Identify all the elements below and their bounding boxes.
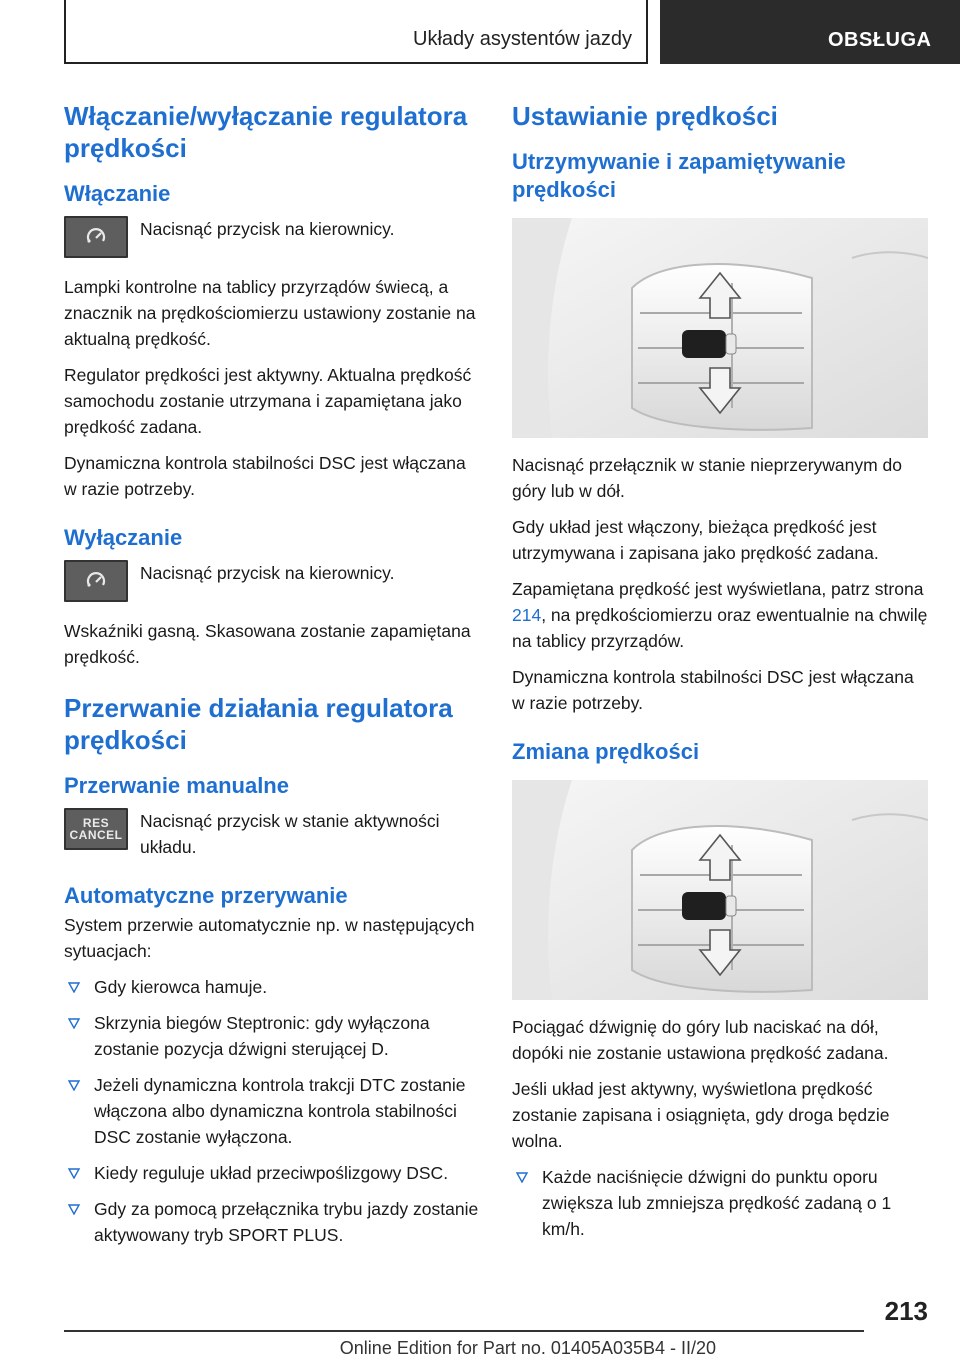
on-paragraph-3: Dynamiczna kontrola stabilności DSC jest włączana w razie potrzeby. xyxy=(64,453,466,499)
on-paragraph-1: Lampki kontrolne na tablicy przyrządów świecą, a znacznik na prędkościomierzu ustawiony zostanie na aktualną prędkość. xyxy=(64,277,476,349)
heading-set-speed: Ustawianie prędkości xyxy=(512,101,778,131)
res-cancel-button-icon xyxy=(64,808,128,850)
on-instruction xyxy=(64,216,480,258)
heading-switch-off: Wyłączanie xyxy=(64,525,183,550)
steering-wheel-illustration xyxy=(512,780,928,1000)
heading-on-off: Włączanie/wyłączanie regulatora prędkości xyxy=(64,101,468,163)
change-list xyxy=(512,1164,928,1242)
list-item: Jeżeli dynamiczna kontrola trakcji DTC zostanie włączona albo dynamiczna kontrola stabilności DSC zostanie wyłączona. xyxy=(64,1072,480,1150)
off-instruction-text: Nacisnąć przycisk na kierownicy. xyxy=(140,563,395,583)
page-reference-link[interactable]: 214 xyxy=(512,605,542,625)
triangle-bullet-icon xyxy=(68,982,80,993)
heading-auto-interrupt: Automatyczne przerywanie xyxy=(64,883,348,908)
page-header xyxy=(64,0,960,64)
steering-wheel-switch-photo-2 xyxy=(512,780,928,1000)
heading-hold-speed: Utrzymywanie i zapamiętywanie prędkości xyxy=(512,149,846,202)
footer-edition xyxy=(0,1338,960,1359)
list-item: Każde naciśnięcie dźwigni do punktu oporu zwiększa lub zmniejsza prędkość zadaną o 1 km/h. xyxy=(512,1164,928,1242)
list-item: Kiedy reguluje układ przeciwpoślizgowy DSC. xyxy=(64,1160,480,1186)
heading-change-speed: Zmiana prędkości xyxy=(512,739,700,764)
chapter-title: Układy asystentów jazdy xyxy=(413,28,632,50)
right-column xyxy=(512,100,928,1252)
list-item: Gdy za pomocą przełącznika trybu jazdy zostanie aktywowany tryb SPORT PLUS. xyxy=(64,1196,480,1248)
hold-paragraph-2: Gdy układ jest włączony, bieżąca prędkość jest utrzymywana i zapisana jako prędkość zadana. xyxy=(512,517,879,563)
off-instruction xyxy=(64,560,480,602)
left-column xyxy=(64,100,480,1258)
cruise-control-button-icon xyxy=(64,216,128,258)
change-paragraph-1: Pociągać dźwignię do góry lub naciskać na dół, dopóki nie zostanie ustawiona prędkość zadana. xyxy=(512,1017,889,1063)
section-tab xyxy=(660,0,960,64)
heading-manual-interrupt: Przerwanie manualne xyxy=(64,773,289,798)
heading-interrupt: Przerwanie działania regulatora prędkości xyxy=(64,693,453,755)
chapter-tab xyxy=(64,0,648,64)
manual-instruction-text: Nacisnąć przycisk w stanie aktywności układu. xyxy=(140,811,440,857)
steering-wheel-switch-photo-1 xyxy=(512,218,928,438)
hold-paragraph-1: Nacisnąć przełącznik w stanie nieprzerywanym do góry lub w dół. xyxy=(512,455,903,501)
change-paragraph-2: Jeśli układ jest aktywny, wyświetlona prędkość zostanie zapisana i osiągnięta, gdy droga będzie wolna. xyxy=(512,1079,890,1151)
triangle-bullet-icon xyxy=(516,1172,528,1183)
heading-switch-on: Włączanie xyxy=(64,181,171,206)
on-instruction-text: Nacisnąć przycisk na kierownicy. xyxy=(140,219,395,239)
manual-instruction xyxy=(64,808,480,860)
on-paragraph-2: Regulator prędkości jest aktywny. Aktualna prędkość samochodu zostanie utrzymana i zapamiętana jako prędkość zadana. xyxy=(64,365,472,437)
triangle-bullet-icon xyxy=(68,1204,80,1215)
steering-wheel-illustration xyxy=(512,218,928,438)
hold-paragraph-4: Dynamiczna kontrola stabilności DSC jest włączana w razie potrzeby. xyxy=(512,667,914,713)
triangle-bullet-icon xyxy=(68,1080,80,1091)
auto-interrupt-list xyxy=(64,974,480,1248)
list-item: Skrzynia biegów Steptronic: gdy wyłączona zostanie pozycja dźwigni sterującej D. xyxy=(64,1010,480,1062)
list-item: Gdy kierowca hamuje. xyxy=(64,974,480,1000)
cruise-control-button-icon xyxy=(64,560,128,602)
off-paragraph-1: Wskaźniki gasną. Skasowana zostanie zapamiętana prędkość. xyxy=(64,621,471,667)
footer-divider xyxy=(64,1330,864,1332)
triangle-bullet-icon xyxy=(68,1168,80,1179)
hold-paragraph-3: Zapamiętana prędkość jest wyświetlana, patrz strona 214, na prędkościomierzu oraz ewentualnie na chwilę na tablicy przyrządów. xyxy=(512,579,928,651)
res-label: RES xyxy=(82,816,110,830)
triangle-bullet-icon xyxy=(68,1018,80,1029)
auto-paragraph-1: System przerwie automatycznie np. w następujących sytuacjach: xyxy=(64,915,475,961)
cancel-label: CANCEL xyxy=(69,828,123,842)
edition-text: Online Edition for Part no. 01405A035B4 - II/20 xyxy=(339,1338,717,1358)
section-title: OBSŁUGA xyxy=(828,29,932,51)
page-number: 213 xyxy=(884,1296,928,1326)
